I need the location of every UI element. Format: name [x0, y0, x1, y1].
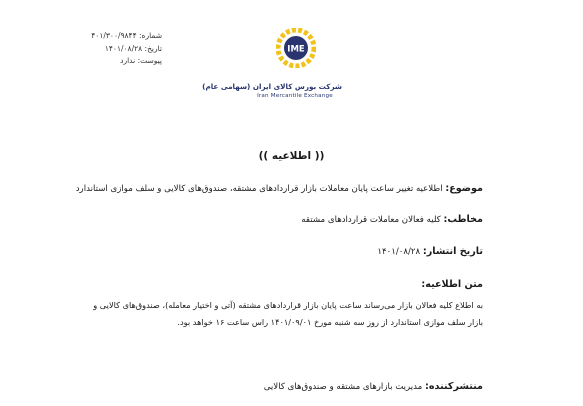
audience-value: کلیه فعالان معاملات قراردادهای مشتقه — [301, 215, 441, 225]
audience-row — [301, 214, 483, 225]
publisher-value: مدیریت بازارهای مشتقه و صندوق‌های کالایی — [263, 382, 423, 392]
body-text — [73, 297, 483, 331]
letter-number — [72, 30, 162, 43]
publisher-row — [264, 381, 483, 392]
letter-attachment — [72, 55, 162, 68]
body-line-1: به اطلاع کلیه فعالان بازار می‌رساند ساعت پایان بازار قراردادهای مشتقه (آتی و اختیار معامله)، صندوق‌های کالایی و — [93, 300, 483, 310]
logo-mark-text: IME — [287, 44, 305, 55]
letter-number-value: ۴۰۱/۳۰۰/۹۸۴۴ — [91, 31, 137, 40]
company-name-en: Iran Mercantile Exchange — [257, 93, 333, 99]
subject-label: موضوع: — [445, 183, 483, 194]
publisher-label: منتشرکننده: — [425, 381, 483, 392]
letter-date-value: ۱۴۰۱/۰۸/۲۸ — [104, 43, 143, 53]
letter-attachment-value: ندارد — [120, 56, 136, 65]
body-label: متن اطلاعیه: — [421, 279, 483, 290]
letter-date — [72, 43, 162, 56]
letter-meta — [72, 30, 162, 68]
company-name-fa: شرکت بورس کالای ایران (سهامی عام) — [202, 82, 342, 91]
letter-attachment-label: پیوست: — [137, 56, 162, 65]
subject-row — [76, 183, 483, 194]
publish-date-row — [377, 246, 483, 257]
audience-label: مخاطب: — [443, 214, 483, 225]
letter-number-label: شماره: — [139, 31, 162, 40]
subject-value: اطلاعیه تغییر ساعت پایان معاملات بازار قراردادهای مشتقه، صندوق‌های کالایی و سلف موازی استاندارد — [75, 184, 443, 194]
body-line-2: بازار سلف موازی استاندارد از روز سه شنبه مورخ ۱۴۰۱/۰۹/۰۱ راس ساعت ۱۶ خواهد بود. — [177, 317, 483, 327]
ime-logo-icon — [276, 28, 316, 68]
announcement-title: (( اطلاعیه )) — [258, 150, 325, 162]
letter-date-label: تاریخ: — [144, 43, 162, 53]
publish-date-value: ۱۴۰۱/۰۸/۲۸ — [377, 247, 421, 257]
publish-date-label: تاریخ انتشار: — [422, 246, 483, 257]
body-heading — [421, 279, 483, 290]
